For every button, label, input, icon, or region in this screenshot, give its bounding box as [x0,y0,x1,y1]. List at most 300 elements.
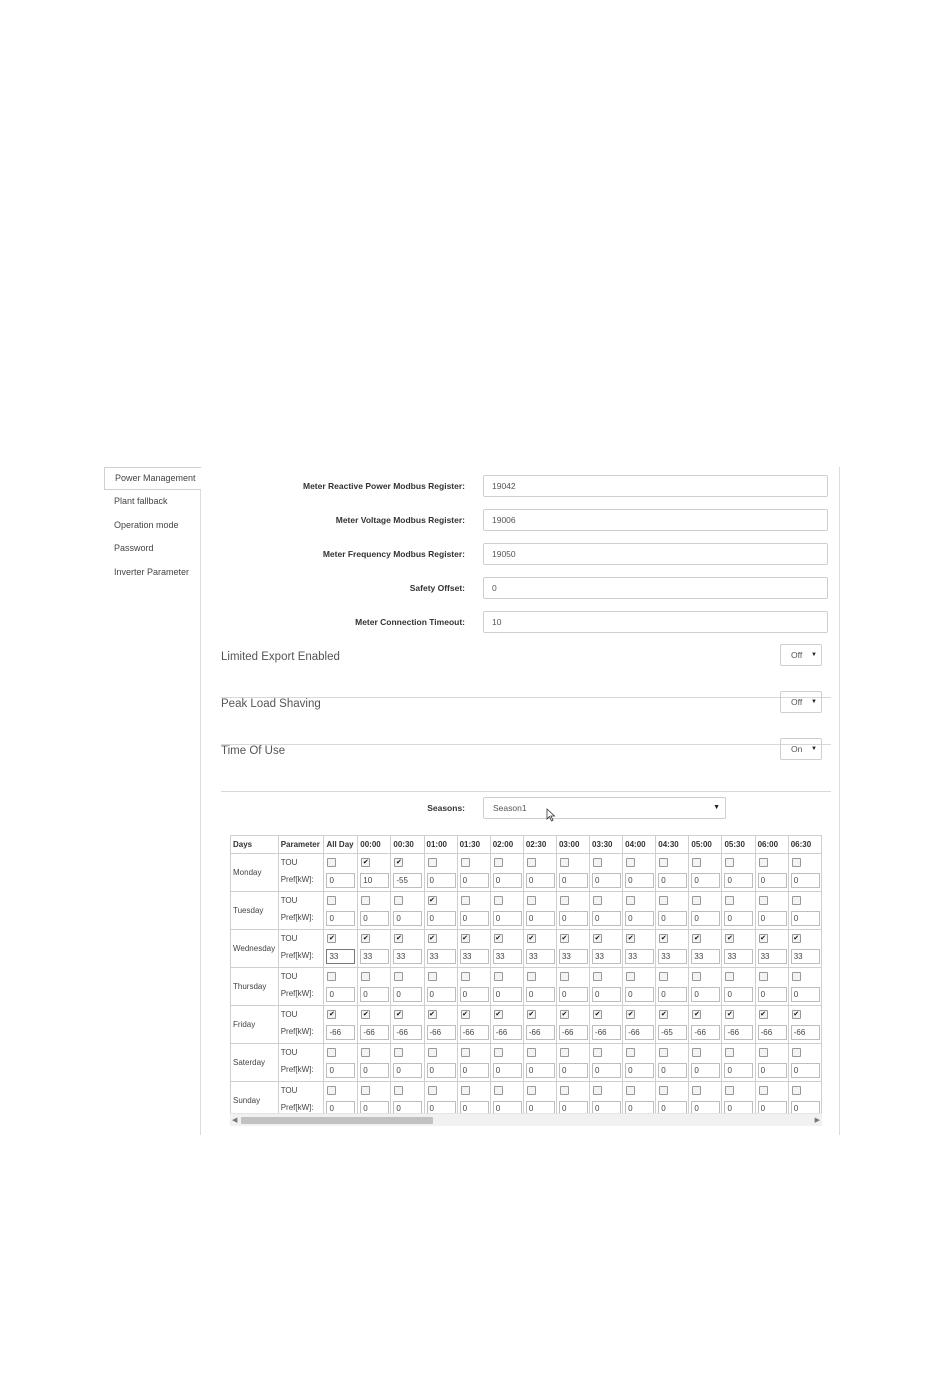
pref-kw-input[interactable]: 0 [526,1063,555,1078]
tou-checkbox[interactable] [692,858,701,867]
tou-checkbox[interactable] [659,896,668,905]
tou-checkbox[interactable] [494,1086,503,1095]
tou-checkbox[interactable]: ✔ [462,1011,469,1018]
time-slot-cell [623,1006,656,1044]
day-label: Thursday [231,968,279,1006]
header-time-slot: All Day [324,836,358,854]
sidebar-item-plant-fallback[interactable]: Plant fallback [114,496,168,506]
pref-kw-input[interactable]: 0 [427,987,456,1002]
tou-checkbox[interactable] [792,1086,801,1095]
tou-checkbox[interactable]: ✔ [660,935,667,942]
tou-checkbox[interactable]: ✔ [528,1011,535,1018]
pref-kw-input[interactable]: 33 [791,949,820,964]
pref-kw-input[interactable]: 0 [592,911,621,926]
pref-kw-input[interactable]: 0 [493,911,522,926]
tou-checkbox[interactable]: ✔ [793,1011,800,1018]
pref-kw-input[interactable]: 0 [791,987,820,1002]
tou-checkbox[interactable]: ✔ [727,935,733,942]
time-slot-cell [788,1082,821,1114]
chevron-down-icon: ▼ [811,699,817,705]
tou-checkbox[interactable] [759,1048,768,1057]
pref-kw-input[interactable]: 33 [493,949,522,964]
pref-kw-input[interactable]: 0 [658,873,687,888]
pref-kw-input[interactable]: 0 [559,1063,588,1078]
tou-checkbox[interactable] [626,1086,635,1095]
pref-kw-input[interactable]: 0 [691,1101,720,1113]
pref-kw-input[interactable]: 0 [625,1063,654,1078]
time-slot-cell [590,1006,623,1044]
tou-checkbox[interactable] [560,972,569,981]
pref-kw-input[interactable]: 0 [326,1101,355,1113]
tou-schedule-table [230,835,822,1113]
time-slot-cell [656,930,689,968]
pref-kw-input[interactable]: -66 [460,1025,489,1040]
pref-kw-input[interactable]: 0 [559,1101,588,1113]
limited-export-title: Limited Export Enabled [221,651,340,663]
pref-kw-input[interactable]: 0 [326,873,355,888]
tou-checkbox[interactable] [361,896,370,905]
tou-checkbox[interactable] [692,1048,701,1057]
table-row [231,1006,822,1044]
tou-checkbox[interactable] [428,1048,437,1057]
seasons-select[interactable] [483,797,726,819]
pref-kw-input[interactable]: 0 [791,873,820,888]
pref-kw-input[interactable]: 0 [393,1101,422,1113]
time-slot-cell [358,968,391,1006]
tou-checkbox[interactable]: ✔ [561,935,568,942]
time-slot-cell [523,892,556,930]
tou-checkbox[interactable] [428,858,437,867]
pref-kw-input[interactable]: 0 [360,911,389,926]
time-slot-cell [656,1044,689,1082]
table-row [231,854,822,892]
time-slot-cell [656,1082,689,1114]
tou-checkbox[interactable] [626,896,635,905]
time-slot-cell [788,854,821,892]
pref-kw-input[interactable]: 0 [427,911,456,926]
time-slot-cell [358,892,391,930]
pref-label: Pref[kW]: [280,989,314,998]
tou-checkbox[interactable]: ✔ [429,1011,435,1018]
pref-kw-input[interactable]: 0 [791,1101,820,1113]
tou-checkbox[interactable] [626,1048,635,1057]
tou-checkbox[interactable] [428,1086,437,1095]
tou-checkbox[interactable] [361,1086,370,1095]
pref-kw-input[interactable]: 0 [592,873,621,888]
time-slot-cell [689,892,722,930]
pref-kw-input[interactable]: 33 [393,949,422,964]
pref-kw-input[interactable]: 0 [360,1101,389,1113]
pref-kw-input[interactable]: 0 [360,1063,389,1078]
sidebar-item-operation-mode[interactable]: Operation mode [114,519,179,530]
tou-checkbox[interactable] [394,1086,403,1095]
tou-checkbox[interactable] [593,896,602,905]
time-slot-cell [424,1044,457,1082]
tou-checkbox[interactable]: ✔ [362,1011,369,1018]
tou-checkbox[interactable] [494,896,503,905]
tou-checkbox[interactable] [527,858,536,867]
pref-kw-input[interactable]: 0 [493,1063,522,1078]
seasons-label: Seasons: [427,803,465,813]
pref-kw-input[interactable]: 0 [625,911,654,926]
pref-kw-input[interactable]: 0 [691,911,720,926]
tou-checkbox[interactable]: ✔ [594,1011,601,1018]
tou-checkbox[interactable] [593,972,602,981]
pref-kw-input[interactable]: 0 [758,911,787,926]
pref-kw-input[interactable]: 0 [625,1101,654,1113]
sidebar-item-inverter-parameter[interactable]: Inverter Parameter [114,566,190,577]
tou-checkbox[interactable]: ✔ [760,935,767,942]
pref-kw-input[interactable]: 0 [493,873,522,888]
header-time-slot: 02:30 [523,836,556,854]
field-label: Meter Voltage Modbus Register: [335,515,465,525]
pref-kw-input[interactable]: -65 [658,1025,687,1040]
pref-kw-input[interactable]: -66 [526,1025,555,1040]
time-slot-cell [788,968,821,1006]
tou-checkbox[interactable] [725,896,734,905]
pref-kw-input[interactable]: -55 [393,873,422,888]
table-header-row [231,836,822,854]
field-label: Meter Frequency Modbus Register: [322,549,465,559]
parameter-cell [278,892,324,930]
time-slot-cell [590,1082,623,1114]
time-slot-cell [523,930,556,968]
time-slot-cell [590,892,623,930]
tou-checkbox[interactable] [327,972,336,981]
pref-kw-input[interactable]: 0 [493,1101,522,1113]
pref-kw-input[interactable]: 10 [360,873,389,888]
time-slot-cell [324,930,358,968]
pref-kw-input[interactable]: -66 [559,1025,588,1040]
tou-checkbox[interactable]: ✔ [395,1011,402,1018]
pref-kw-input[interactable]: -66 [758,1025,787,1040]
tou-checkbox[interactable]: ✔ [727,1011,733,1018]
tou-checkbox[interactable] [725,1086,734,1095]
tou-table-container[interactable] [230,835,822,1113]
pref-kw-input[interactable]: -66 [791,1025,820,1040]
pref-kw-input[interactable]: 0 [758,873,787,888]
pref-kw-input[interactable]: 0 [791,911,820,926]
pref-kw-input[interactable]: 0 [493,987,522,1002]
header-time-slot: 05:00 [689,836,722,854]
time-slot-cell [523,854,556,892]
pref-kw-input[interactable]: 0 [724,873,753,888]
tou-checkbox[interactable] [560,1086,569,1095]
tou-checkbox[interactable] [527,972,536,981]
time-slot-cell [324,892,358,930]
pref-kw-input[interactable]: 0 [460,911,489,926]
pref-kw-input[interactable]: -66 [360,1025,389,1040]
tou-checkbox[interactable]: ✔ [693,1011,700,1018]
reactive-power-register-input[interactable]: 19042 [483,475,828,497]
header-parameter: Parameter [278,836,324,854]
tou-checkbox[interactable] [327,1048,336,1057]
pref-kw-input[interactable]: 0 [427,1101,456,1113]
pref-kw-input[interactable]: 0 [526,987,555,1002]
tou-checkbox[interactable]: ✔ [660,1011,667,1018]
time-of-use-select[interactable] [780,738,822,760]
tou-checkbox[interactable]: ✔ [561,1011,568,1018]
time-slot-cell [755,854,788,892]
pref-kw-input[interactable]: -66 [724,1025,753,1040]
tou-checkbox[interactable] [394,972,403,981]
scroll-right-arrow-icon[interactable]: ▶ [814,1117,820,1124]
table-row [231,968,822,1006]
pref-kw-input[interactable]: 0 [724,1063,753,1078]
pref-kw-input[interactable]: 0 [559,873,588,888]
pref-kw-input[interactable]: 0 [758,1063,787,1078]
pref-kw-input[interactable]: 0 [559,987,588,1002]
time-slot-cell [722,854,755,892]
pref-kw-input[interactable]: 0 [326,987,355,1002]
tou-checkbox[interactable]: ✔ [594,935,601,942]
tou-checkbox[interactable] [461,858,470,867]
pref-kw-input[interactable]: 33 [360,949,389,964]
pref-kw-input[interactable]: -66 [691,1025,720,1040]
tou-checkbox[interactable] [428,972,437,981]
pref-kw-input[interactable]: 0 [658,911,687,926]
time-slot-cell [457,1006,490,1044]
tou-checkbox[interactable] [692,896,701,905]
pref-kw-input[interactable]: -66 [427,1025,456,1040]
tou-checkbox[interactable] [394,1048,403,1057]
day-label: Sunday [231,1082,279,1114]
header-time-slot: 01:00 [424,836,457,854]
pref-kw-input[interactable]: 0 [724,1101,753,1113]
sidebar-item-password[interactable]: Password [114,543,154,553]
pref-kw-input[interactable]: 0 [427,873,456,888]
pref-kw-input[interactable]: 0 [658,987,687,1002]
tou-checkbox[interactable] [759,972,768,981]
tou-checkbox[interactable]: ✔ [495,1011,502,1018]
tou-checkbox[interactable] [461,1048,470,1057]
tou-checkbox[interactable] [725,858,734,867]
limited-export-select[interactable] [780,644,822,666]
pref-kw-input[interactable]: 0 [625,873,654,888]
tou-checkbox[interactable]: ✔ [627,1011,634,1018]
tou-checkbox[interactable] [626,972,635,981]
time-slot-cell [755,1044,788,1082]
tou-checkbox[interactable] [659,1048,668,1057]
pref-kw-input[interactable]: -66 [493,1025,522,1040]
pref-kw-input[interactable]: 0 [592,1063,621,1078]
tou-label: TOU [280,1086,298,1095]
tou-checkbox[interactable] [327,858,336,867]
tou-checkbox[interactable] [461,1086,470,1095]
tou-checkbox[interactable] [759,858,768,867]
pref-kw-input[interactable]: -66 [326,1025,355,1040]
pref-kw-input[interactable]: 33 [460,949,489,964]
scrollbar-thumb[interactable] [241,1117,433,1124]
table-body [231,854,822,1114]
tou-checkbox[interactable] [461,972,470,981]
pref-kw-input[interactable]: 0 [724,987,753,1002]
header-time-slot: 00:00 [358,836,391,854]
pref-kw-input[interactable]: 33 [427,949,456,964]
safety-offset-input[interactable]: 0 [483,577,828,599]
tou-checkbox[interactable] [494,1048,503,1057]
pref-kw-input[interactable]: 0 [393,1063,422,1078]
time-slot-cell [523,1082,556,1114]
time-slot-cell [358,854,391,892]
time-slot-cell [656,854,689,892]
tou-checkbox[interactable]: ✔ [362,935,369,942]
tou-checkbox[interactable] [361,1048,370,1057]
tou-checkbox[interactable] [560,1048,569,1057]
tou-checkbox[interactable]: ✔ [793,935,800,942]
pref-kw-input[interactable]: 0 [691,873,720,888]
pref-kw-input[interactable]: 0 [360,987,389,1002]
tou-checkbox[interactable] [461,896,470,905]
pref-kw-input[interactable]: 0 [460,1101,489,1113]
tou-checkbox[interactable] [560,858,569,867]
tou-checkbox[interactable] [527,1086,536,1095]
pref-kw-input[interactable]: 0 [559,911,588,926]
tou-checkbox[interactable] [593,1086,602,1095]
tou-checkbox[interactable]: ✔ [329,1011,335,1018]
tou-label: TOU [280,1048,298,1057]
tou-checkbox[interactable] [725,1048,734,1057]
tou-checkbox[interactable] [692,972,701,981]
tou-checkbox[interactable] [361,972,370,981]
pref-kw-input[interactable]: 0 [326,1063,355,1078]
pref-kw-input[interactable]: 33 [691,949,720,964]
pref-kw-input[interactable]: 0 [592,1101,621,1113]
pref-kw-input[interactable]: 33 [724,949,753,964]
tou-checkbox[interactable] [593,1048,602,1057]
tou-checkbox[interactable] [792,972,801,981]
tou-checkbox[interactable] [527,1048,536,1057]
pref-kw-input[interactable]: -66 [592,1025,621,1040]
pref-kw-input[interactable]: 33 [326,949,355,964]
pref-kw-input[interactable]: 33 [592,949,621,964]
tou-checkbox[interactable] [792,1048,801,1057]
time-slot-cell [523,1044,556,1082]
pref-kw-input[interactable]: 0 [526,1101,555,1113]
tou-checkbox[interactable]: ✔ [395,935,402,942]
parameter-cell [278,1082,324,1114]
time-slot-cell [490,892,523,930]
pref-kw-input[interactable]: 33 [526,949,555,964]
tou-checkbox[interactable] [327,1086,336,1095]
settings-sidebar [104,467,201,1135]
time-slot-cell [722,930,755,968]
time-slot-cell [391,1044,424,1082]
pref-kw-input[interactable]: 0 [691,987,720,1002]
tou-checkbox[interactable] [394,896,403,905]
pref-kw-input[interactable]: 0 [460,873,489,888]
pref-kw-input[interactable]: 0 [393,911,422,926]
tou-checkbox[interactable] [626,858,635,867]
sidebar-item-power-management[interactable]: Power Management [104,467,201,490]
table-row [231,892,822,930]
tou-checkbox[interactable]: ✔ [329,935,335,942]
tou-checkbox[interactable] [659,1086,668,1095]
tou-checkbox[interactable]: ✔ [495,935,502,942]
tou-checkbox[interactable] [327,896,336,905]
pref-kw-input[interactable]: 0 [326,911,355,926]
pref-kw-input[interactable]: 0 [724,911,753,926]
pref-kw-input[interactable]: 0 [460,987,489,1002]
header-time-slot: 06:30 [788,836,821,854]
tou-checkbox[interactable] [792,896,801,905]
tou-checkbox[interactable]: ✔ [462,935,469,942]
pref-kw-input[interactable]: 33 [559,949,588,964]
peak-load-shaving-select[interactable] [780,691,822,713]
time-slot-cell [391,1006,424,1044]
pref-kw-input[interactable]: 33 [625,949,654,964]
pref-label: Pref[kW]: [280,1065,314,1074]
parameter-cell [278,1044,324,1082]
tou-checkbox[interactable] [725,972,734,981]
pref-kw-input[interactable]: 0 [526,873,555,888]
pref-kw-input[interactable]: 33 [758,949,787,964]
time-slot-cell [358,1006,391,1044]
tou-checkbox[interactable]: ✔ [693,935,700,942]
pref-kw-input[interactable]: 0 [758,987,787,1002]
tou-checkbox[interactable]: ✔ [429,897,435,904]
tou-checkbox[interactable]: ✔ [395,859,402,866]
frequency-register-input[interactable]: 19050 [483,543,828,565]
tou-checkbox[interactable]: ✔ [627,935,634,942]
tou-checkbox[interactable] [494,972,503,981]
pref-kw-input[interactable]: 0 [460,1063,489,1078]
pref-kw-input[interactable]: 0 [393,987,422,1002]
tou-label: TOU [280,934,298,943]
tou-checkbox[interactable] [659,858,668,867]
time-slot-cell [457,968,490,1006]
pref-kw-input[interactable]: 0 [625,987,654,1002]
table-horizontal-scrollbar[interactable] [230,1113,822,1126]
scroll-left-arrow-icon[interactable]: ◀ [232,1117,238,1124]
tou-checkbox[interactable]: ✔ [760,1011,767,1018]
voltage-register-input[interactable]: 19006 [483,509,828,531]
pref-kw-input[interactable]: 0 [758,1101,787,1113]
pref-kw-input[interactable]: 33 [658,949,687,964]
time-slot-cell [556,1044,589,1082]
tou-checkbox[interactable] [659,972,668,981]
tou-checkbox[interactable] [759,896,768,905]
pref-kw-input[interactable]: 0 [791,1063,820,1078]
time-slot-cell [623,1044,656,1082]
pref-kw-input[interactable]: 0 [526,911,555,926]
pref-kw-input[interactable]: -66 [393,1025,422,1040]
pref-kw-input[interactable]: 0 [691,1063,720,1078]
pref-kw-input[interactable]: 0 [658,1063,687,1078]
tou-checkbox[interactable] [527,896,536,905]
tou-checkbox[interactable]: ✔ [528,935,535,942]
tou-checkbox[interactable] [560,896,569,905]
tou-checkbox[interactable] [494,858,503,867]
header-time-slot: 05:30 [722,836,755,854]
form-row-safety-offset [215,577,830,599]
pref-kw-input[interactable]: 0 [658,1101,687,1113]
tou-checkbox[interactable] [792,858,801,867]
time-slot-cell [689,930,722,968]
pref-label: Pref[kW]: [280,1027,314,1036]
tou-checkbox[interactable] [692,1086,701,1095]
pref-kw-input[interactable]: -66 [625,1025,654,1040]
tou-checkbox[interactable]: ✔ [362,859,369,866]
connection-timeout-input[interactable]: 10 [483,611,828,633]
tou-checkbox[interactable] [759,1086,768,1095]
time-slot-cell [755,1082,788,1114]
tou-checkbox[interactable]: ✔ [429,935,435,942]
parameter-cell [278,968,324,1006]
tou-checkbox[interactable] [593,858,602,867]
pref-kw-input[interactable]: 0 [427,1063,456,1078]
pref-kw-input[interactable]: 0 [592,987,621,1002]
